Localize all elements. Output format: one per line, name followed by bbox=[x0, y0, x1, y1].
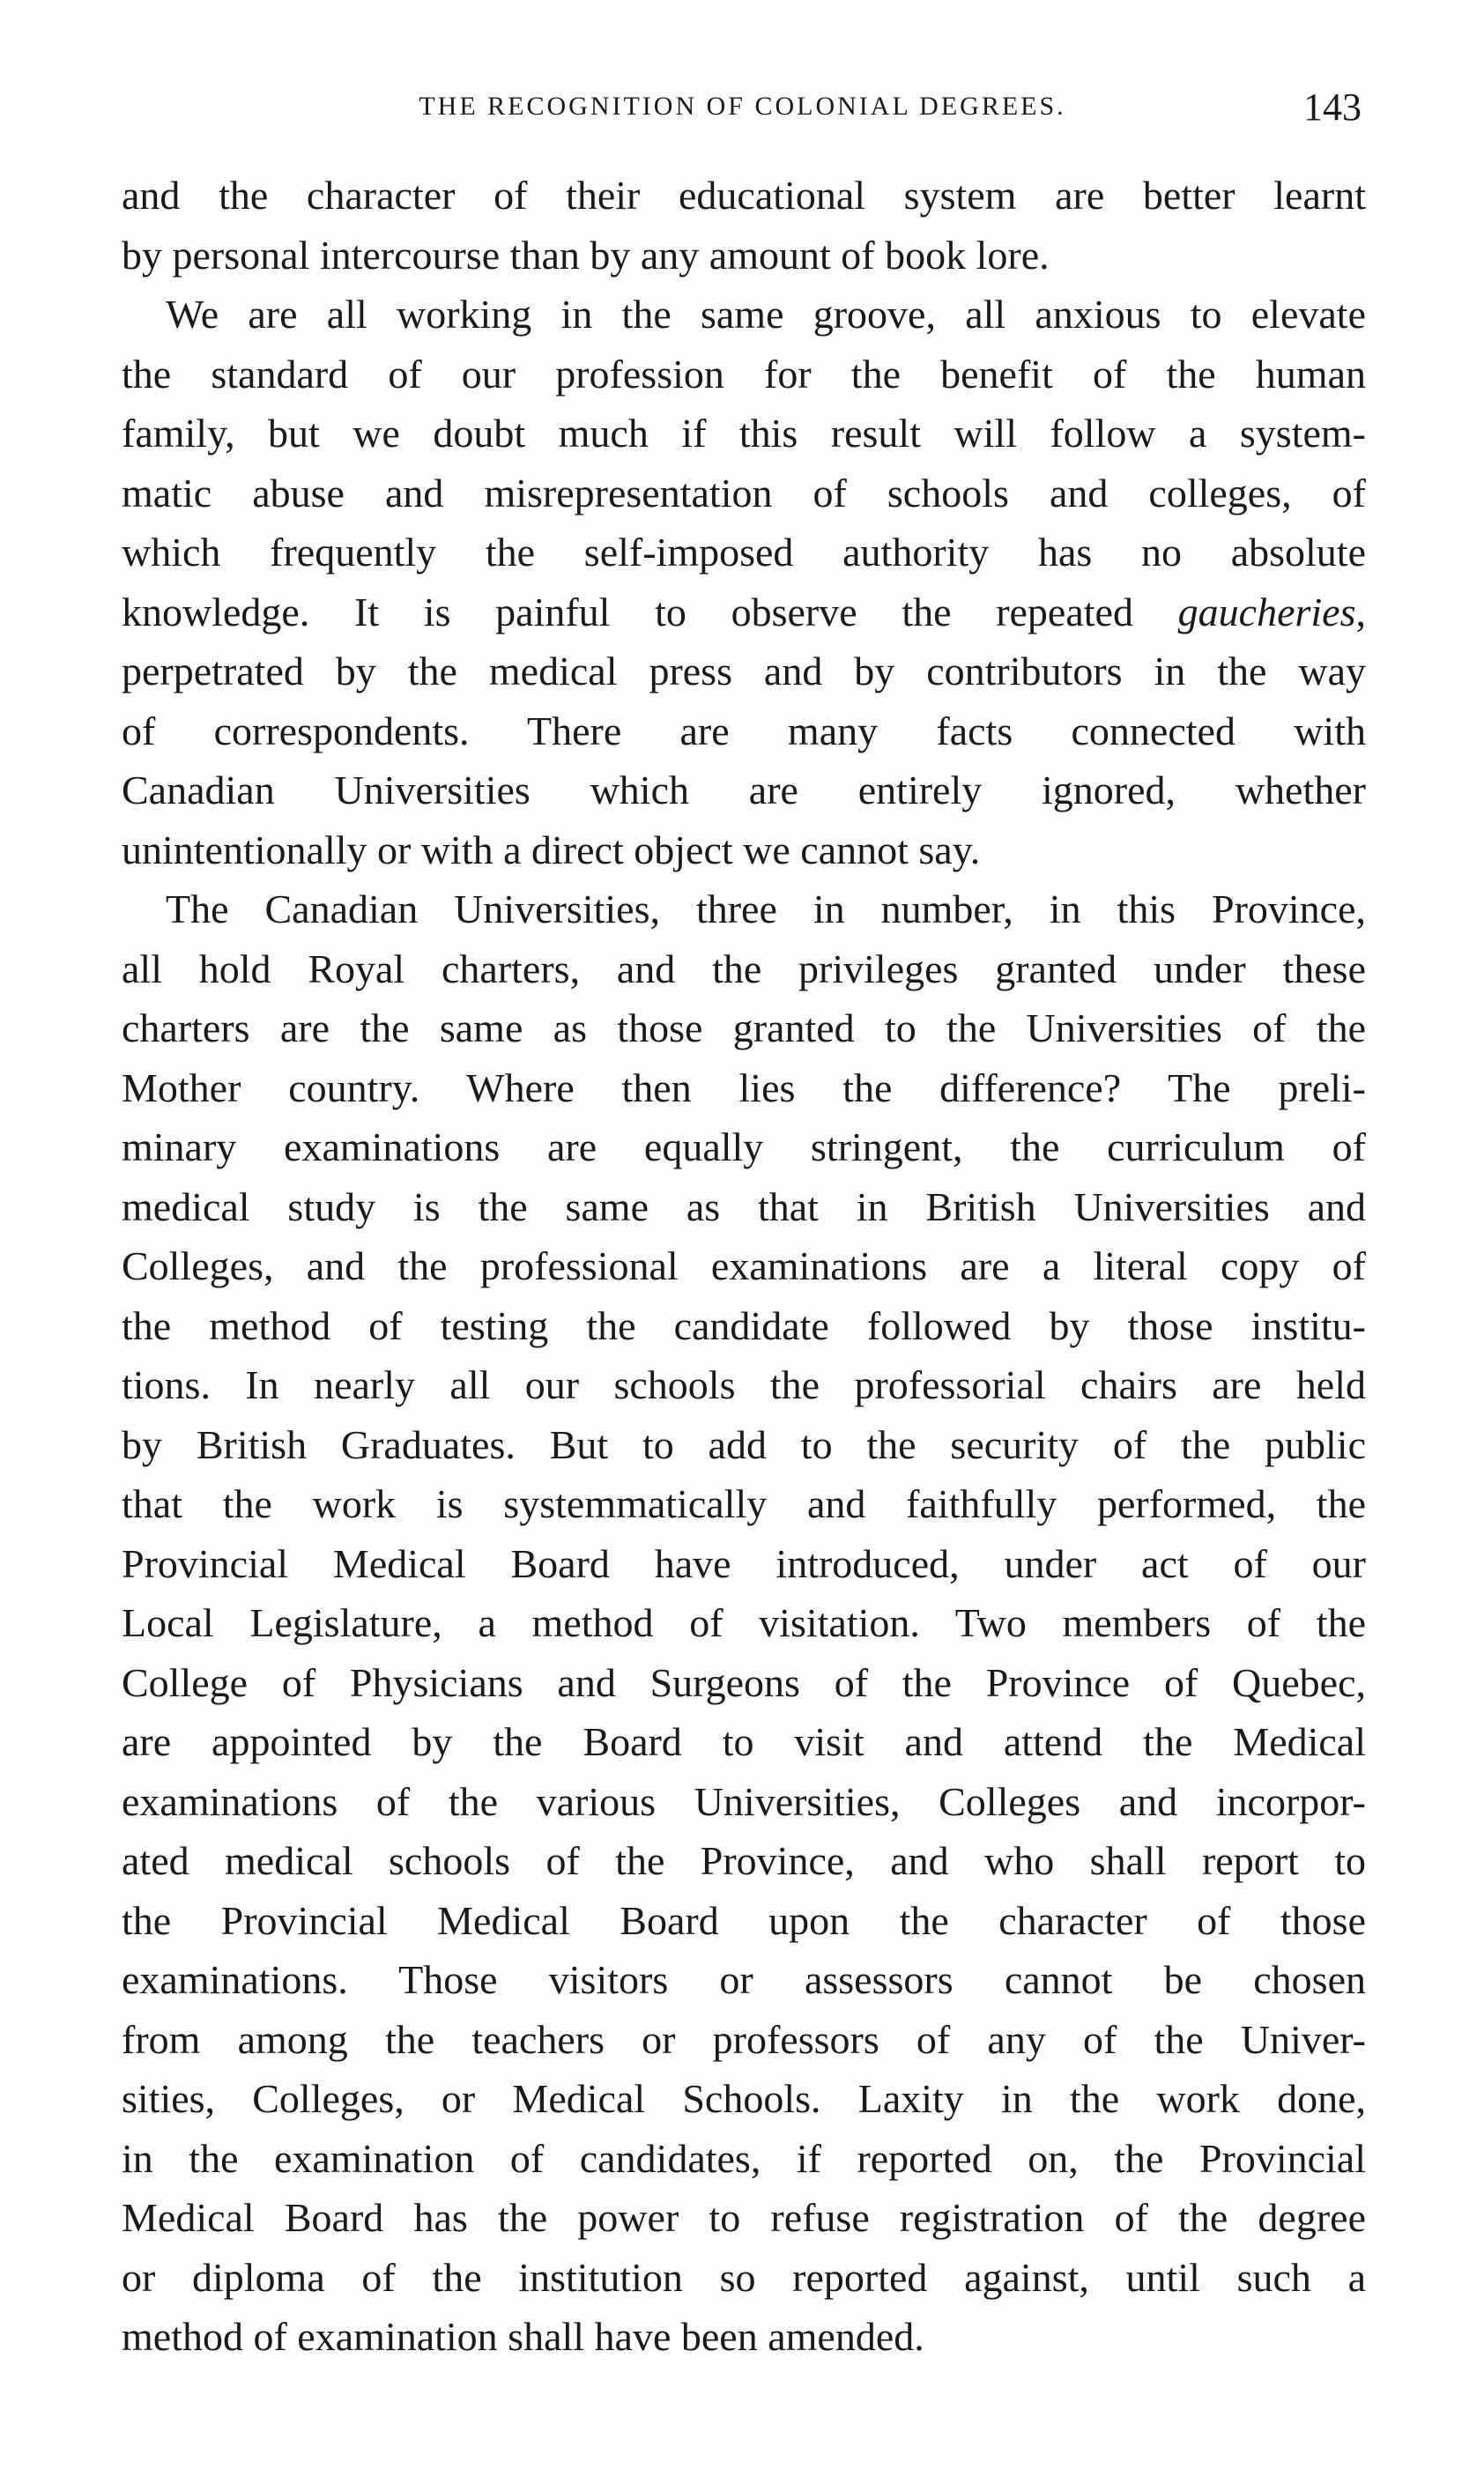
text-line: Provincial Medical Board have introduced, under act of our bbox=[122, 1540, 1366, 1586]
text-line: method of examination shall have been amended. bbox=[122, 2314, 924, 2359]
text-line: We are all working in the same groove, all anxious to elevate bbox=[166, 292, 1366, 337]
text-line: that the work is systemmatically and faithfully performed, the bbox=[122, 1481, 1366, 1526]
running-title: THE RECOGNITION OF COLONIAL DEGREES. bbox=[419, 92, 1066, 121]
text-line: the standard of our profession for the benefit of the human bbox=[122, 351, 1366, 397]
text-line: Local Legislature, a method of visitation. Two members of the bbox=[122, 1600, 1366, 1645]
text-line: minary examinations are equally stringent, the curriculum of bbox=[122, 1124, 1366, 1169]
text-line: unintentionally or with a direct object we cannot say. bbox=[122, 827, 981, 872]
running-head bbox=[123, 85, 1362, 137]
text-line: which frequently the self-imposed authority has no absolute bbox=[122, 530, 1366, 575]
body-text bbox=[122, 166, 1366, 2367]
text-line: examinations. Those visitors or assessors cannot be chosen bbox=[122, 1957, 1366, 2002]
paragraph bbox=[122, 166, 1366, 285]
text-line: ated medical schools of the Province, and who shall report to bbox=[122, 1838, 1366, 1883]
text-line: are appointed by the Board to visit and attend the Medical bbox=[122, 1719, 1366, 1764]
text-line: of correspondents. There are many facts connected with bbox=[122, 708, 1366, 753]
paragraph bbox=[122, 879, 1366, 2367]
text-line: in the examination of candidates, if reported on, the Provincial bbox=[122, 2135, 1366, 2181]
text-line: from among the teachers or professors of any of the Univer- bbox=[122, 2016, 1366, 2062]
text-line: Canadian Universities which are entirely ignored, whether bbox=[122, 768, 1366, 812]
text-line: knowledge. It is painful to observe the repeated gaucheries, bbox=[122, 589, 1366, 634]
text-line: or diploma of the institution so reported against, until such a bbox=[122, 2254, 1366, 2300]
text-line: Colleges, and the professional examinations are a literal copy of bbox=[122, 1243, 1366, 1288]
text-line: the method of testing the candidate followed by those institu- bbox=[122, 1302, 1366, 1348]
page-number: 143 bbox=[1303, 85, 1362, 129]
text-line: by personal intercourse than by any amount of book lore. bbox=[122, 232, 1050, 278]
text-line: Medical Board has the power to refuse registration of the degree bbox=[122, 2195, 1366, 2240]
text-line: Mother country. Where then lies the difference? The preli- bbox=[122, 1064, 1366, 1110]
text-line: matic abuse and misrepresentation of schools and colleges, of bbox=[122, 470, 1366, 515]
text-line: all hold Royal charters, and the privileges granted under these bbox=[122, 946, 1366, 991]
text-line: perpetrated by the medical press and by contributors in the way bbox=[122, 649, 1366, 693]
text-line: tions. In nearly all our schools the professorial chairs are held bbox=[122, 1362, 1366, 1407]
text-line: and the character of their educational system are better learnt bbox=[122, 173, 1366, 218]
text-line: sities, Colleges, or Medical Schools. Laxity in the work done, bbox=[122, 2076, 1366, 2121]
text-line: the Provincial Medical Board upon the character of those bbox=[122, 1897, 1366, 1943]
text-line: examinations of the various Universities, Colleges and incorpor- bbox=[122, 1778, 1366, 1824]
text-line: family, but we doubt much if this result will follow a system- bbox=[122, 411, 1366, 456]
italic-word: gaucheries bbox=[1177, 589, 1356, 634]
paragraph bbox=[122, 285, 1366, 879]
text-line: College of Physicians and Surgeons of the Province of Quebec, bbox=[122, 1659, 1366, 1705]
text-line: medical study is the same as that in British Universities and bbox=[122, 1183, 1366, 1229]
text-line: The Canadian Universities, three in number, in this Province, bbox=[166, 886, 1366, 931]
text-line: by British Graduates. But to add to the security of the public bbox=[122, 1421, 1366, 1467]
text-line: charters are the same as those granted to the Universities of the bbox=[122, 1005, 1366, 1050]
